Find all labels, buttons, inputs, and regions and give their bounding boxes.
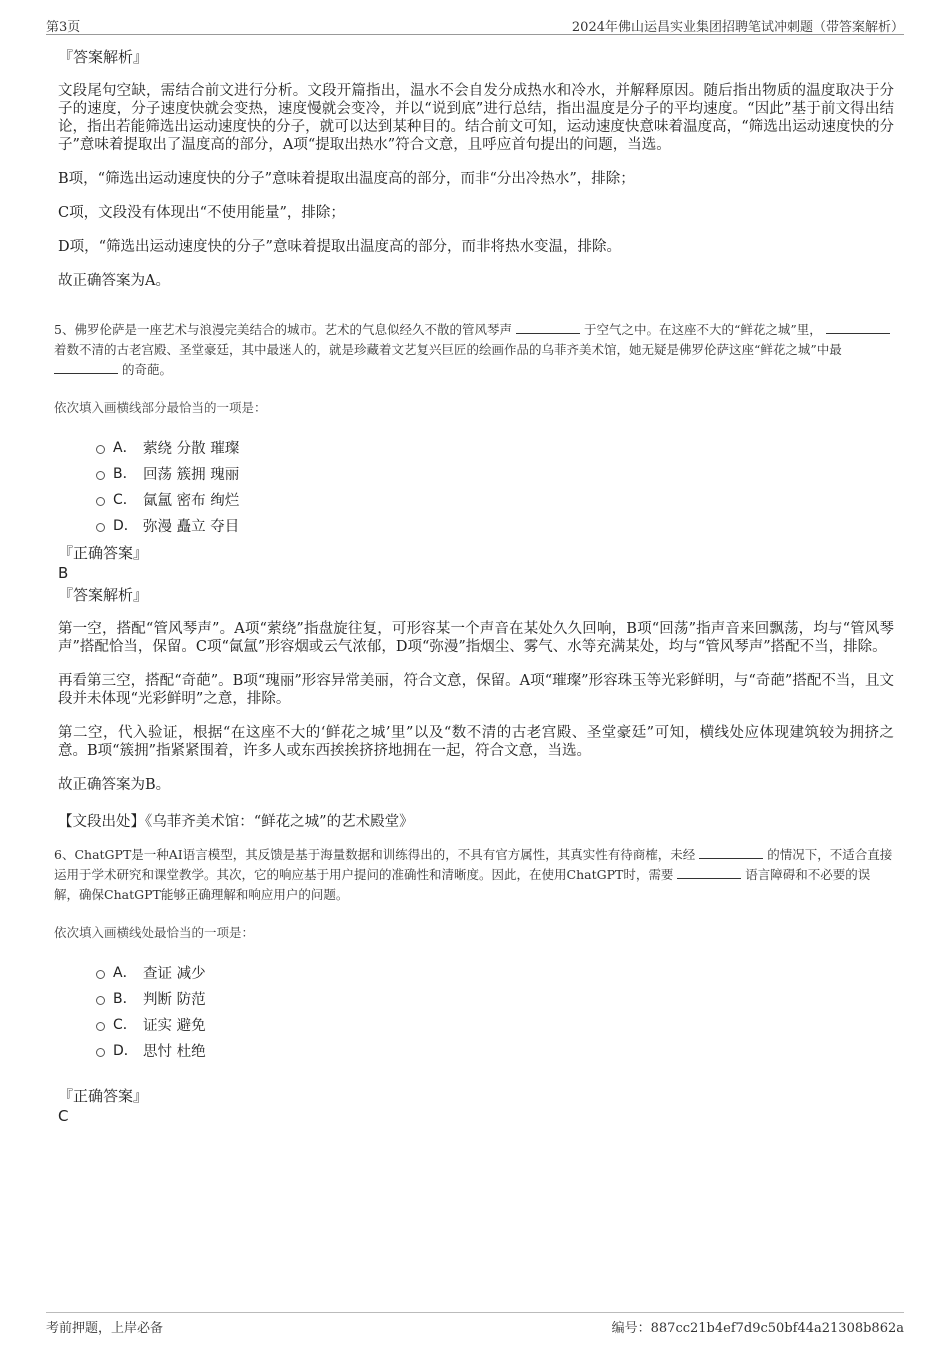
page-header [46,14,904,35]
option-list [96,434,894,538]
blank [677,866,741,879]
radio-icon[interactable] [96,523,105,532]
page-content [54,46,894,1125]
document-title: 2024年佛山运昌实业集团招聘笔试冲刺题（带答案解析） [571,20,904,35]
option-d[interactable]: D． 弥漫 矗立 夺目 [96,512,894,538]
analysis-paragraph: 第一空，搭配“管风琴声”。A项“萦绕”指盘旋往复，可形容某一个声音在某处久久回响，B项“回荡”指声音来回飘荡，均与“管风琴声”搭配恰当，保留。C项“氤氲”形容烟或云气浓郁，D项“弥漫”指烟尘、雾气、水等充满某处，均与“管风琴声”搭配不当，排除。 [58,621,894,655]
blank [516,321,580,334]
analysis-tag: 『答案解析』 [58,586,149,604]
option-b[interactable]: B． 判断 防范 [96,985,894,1011]
page-footer [46,1312,904,1335]
question-prompt: 依次填入画横线部分最恰当的一项是： [54,400,267,415]
footer-slogan: 考前押题，上岸必备 [46,1321,164,1336]
correct-answer-tag: 『正确答案』 [58,1087,149,1105]
correct-answer: C [58,1107,69,1125]
option-d[interactable]: D． 思忖 杜绝 [96,1037,894,1063]
option-b[interactable]: B． 回荡 簇拥 瑰丽 [96,460,894,486]
analysis-paragraph: D项，“筛选出运动速度快的分子”意味着提取出温度高的部分，而非将热水变温，排除。 [58,239,621,255]
option-a[interactable]: A． 萦绕 分散 璀璨 [96,434,894,460]
blank [54,361,118,374]
question-6: 6、ChatGPT是一种AI语言模型，其反馈是基于海量数据和训练得出的，不具有官方属性，其真实性有待商榷，未经 的情况下，不适合直接运用于学术研究和课堂教学。其次，它的响应基于用户提问的准确性和清晰度。因此，在使用ChatGPT时，需要 语言障碍和不必要的误解，确保ChatGPT能够正确理解和响应用户的问题。 [54,847,893,902]
analysis-paragraph: C项，文段没有体现出“不使用能量”，排除； [58,205,345,221]
option-list [96,959,894,1063]
question-5: 5、佛罗伦萨是一座艺术与浪漫完美结合的城市。艺术的气息似经久不散的管风琴声 于空气之中。在这座不大的“鲜花之城”里， 着数不清的古老宫殿、圣堂豪廷，其中最迷人的，就是珍藏着文艺复兴巨匠的绘画作品的乌菲齐美术馆，她无疑是佛罗伦萨这座“鲜花之城”中最 的奇葩。 [54,320,894,380]
document-id: 编号：887cc21b4ef7d9c50bf44a21308b862a [611,1321,904,1336]
radio-icon[interactable] [96,1022,105,1031]
analysis-paragraph: 第二空，代入验证，根据“在这座不大的‘鲜花之城’里”以及“数不清的古老宫殿、圣堂豪廷”可知，横线处应体现建筑较为拥挤之意。B项“簇拥”指紧紧围着，许多人或东西挨挨挤挤地拥在一起，符合文意，当选。 [58,725,894,759]
page-number: 第3页 [46,20,81,35]
blank [699,846,763,859]
conclusion: 故正确答案为B。 [58,777,171,793]
radio-icon[interactable] [96,1048,105,1057]
option-c[interactable]: C． 证实 避免 [96,1011,894,1037]
question-prompt: 依次填入画横线处最恰当的一项是： [54,925,255,940]
radio-icon[interactable] [96,445,105,454]
correct-answer-tag: 『正确答案』 [58,544,149,562]
radio-icon[interactable] [96,970,105,979]
radio-icon[interactable] [96,497,105,506]
analysis-paragraph: B项，“筛选出运动速度快的分子”意味着提取出温度高的部分，而非“分出冷热水”，排除； [58,171,635,187]
option-a[interactable]: A． 查证 减少 [96,959,894,985]
analysis-paragraph: 文段尾句空缺，需结合前文进行分析。文段开篇指出，温水不会自发分成热水和冷水，并解释原因。随后指出物质的温度取决于分子的速度，分子速度快就会变热，速度慢就会变冷，并以“说到底”进行总结，指出温度是分子的平均速度。“因此”基于前文得出结论，指出若能筛选出运动速度快的分子，就可以达到某种目的。结合前文可知，运动速度快意味着温度高，“筛选出运动速度快的分子”意味着提取出了温度高的部分，A项“提取出热水”符合文意，且呼应首句提出的问题，当选。 [58,83,894,153]
analysis-paragraph: 再看第三空，搭配“奇葩”。B项“瑰丽”形容异常美丽，符合文意，保留。A项“璀璨”形容珠玉等光彩鲜明，与“奇葩”搭配不当，且文段并未体现“光彩鲜明”之意，排除。 [58,673,894,707]
radio-icon[interactable] [96,996,105,1005]
blank [826,321,890,334]
analysis-tag: 『答案解析』 [58,48,149,66]
correct-answer: B [58,564,69,582]
text-source: 【文段出处】《乌菲齐美术馆：“鲜花之城”的艺术殿堂》 [58,814,414,830]
option-c[interactable]: C． 氤氲 密布 绚烂 [96,486,894,512]
conclusion: 故正确答案为A。 [58,273,170,289]
radio-icon[interactable] [96,471,105,480]
